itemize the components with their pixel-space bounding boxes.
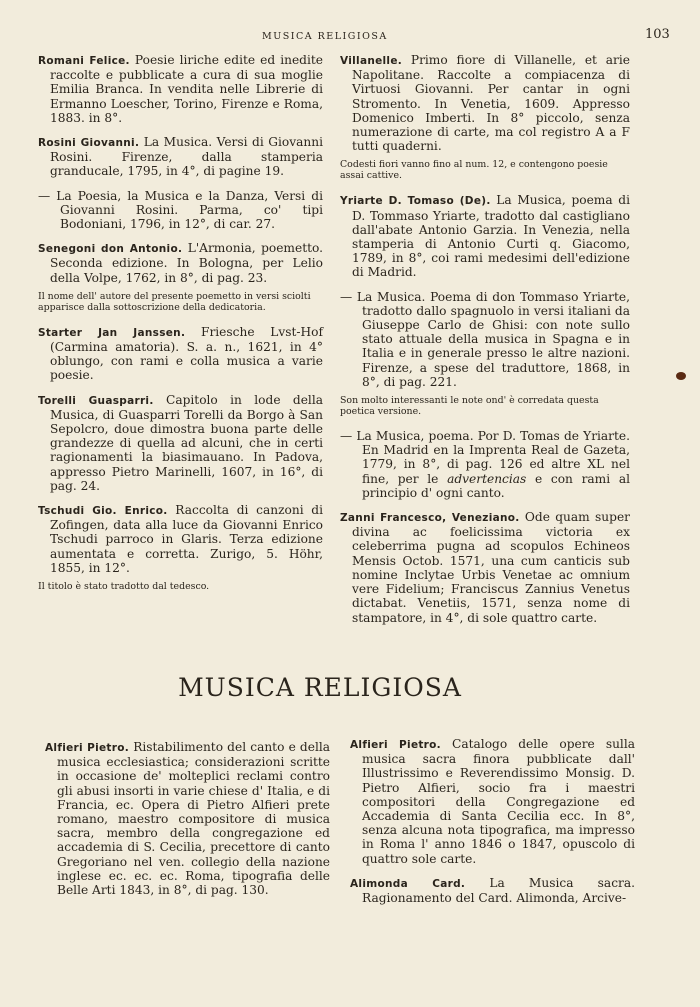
entry-senegoni [38,241,323,285]
page-number: 103 [645,27,670,42]
entry-yriarte [340,193,630,279]
entry-yriarte-2 [340,290,630,389]
entry-author: Alfieri Pietro. [45,742,130,754]
entry-text: La Musica, poema di D. Tommaso Yriarte, tradotto dal castigliano dall'abate Antonio Garzia. In Venezia, nella stamperia di Antonio Curti q. Giacomo, 1789, in 8°, coi rami medesimi dell'edizione di Madrid. [352,193,630,280]
entry-text: Catalogo delle opere sulla musica sacra finora pubblicate dall' Illustrissimo e Reverendissimo Monsig. D. Pietro Alfieri, socio fra i maestri compositori della Congregazione ed Accademia di Santa Cecilia ecc. In 8°, senza alcuna nota tipografica, ma impresso in Roma l' anno 1846 o 1847, opuscolo di quattro sole carte. [362,737,635,866]
entry-text: Ode quam super divina ac foelicissima victoria ex celeberrima pugna ad scopulos Echineos Mensis Octob. 1571, una cum canticis sub nomine Inclytae Urbis Venetae ac omnium vere Fidelium; Franciscus Zannius Venetus dictabat. Venetiis, 1571, senza nome di stampatore, in 4°, di sole quattro carte. [352,510,630,625]
entry-alimonda [350,876,635,905]
entry-author: Zanni Francesco, Veneziano. [340,512,520,525]
entry-author: Starter Jan Janssen. [38,326,186,339]
entry-torelli [38,393,323,493]
entry-italic: advertencias [447,471,527,486]
entry-text: — La Musica, poema. Por D. Tomas de Yriarte. En Madrid en la Imprenta Real de Gazeta, 1779, in 8°, di pag. 126 ed altre XL nel fine, per le [340,429,630,486]
entry-rosini-2 [38,189,323,232]
entry-author: Villanelle. [340,55,403,67]
entry-author: Rosini Giovanni. [38,137,140,150]
entry-zanni [340,510,630,625]
entry-author: Romani Felice. [38,55,130,67]
bottom-left-column [45,740,330,907]
entry-alfieri-1 [45,740,330,897]
footnote-villanelle: Codesti fiori vanno fino al num. 12, e contengono poesie assai cattive. [340,159,608,182]
entry-text: La Musica. Versi di Giovanni Rosini. Firenze, dalla stamperia granducale, 1795, in 4°, di pagine 19. [50,135,324,179]
entry-author: Senegoni don Antonio. [38,243,183,256]
entry-text: Primo fiore di Villanelle, et arie Napolitane. Raccolte a compiacenza di Virtuosi Giovanni. Per cantar in ogni Stromento. In Venetia, 1609. Appresso Domenico Imberti. In 8° piccolo, senza numerazione di carte, ma col registro A a F tutti quaderni. [352,53,630,154]
entry-author: Tschudi Gio. Enrico. [38,505,168,518]
entry-author: Torelli Guasparri. [38,394,154,407]
running-head: MUSICA RELIGIOSA [262,31,388,42]
entry-text: Ristabilimento del canto e della musica ecclesiastica; considerazioni scritte in occasione de' molteplici reclami contro gli abusi insorti in varie chiese d' Italia, e di Francia, ec. Opera di Pietro Alfieri prete romano, maestro compositore di musica sacra, membro della congregazione ed accademia di S. Cecilia, precettore di canto Gregoriano nel ven. collegio della nazione inglese ec. ec. ec. Roma, tipografia delle Belle Arti 1843, in 8°, di pag. 130. [57,740,331,898]
entry-text: Poesie liriche edite ed inedite raccolte e pubblicate a cura di sua moglie Emilia Branca. In vendita nelle Librerie di Ermanno Loescher, Torino, Firenze e Roma, 1883. in 8°. [50,53,323,125]
right-column [340,53,630,635]
entry-romani [38,53,323,125]
ink-spot [676,372,686,380]
entry-text-after: e con rami al principio d' ogni canto. [362,471,630,500]
entry-author: Yriarte D. Tomaso (De). [340,195,491,208]
footnote-senegoni: Il nome dell' autore del presente poemetto in versi sciolti apparisce dalla sottoscrizione della dedicatoria. [38,290,311,313]
bottom-right-column [350,737,635,915]
entry-rosini [38,135,323,179]
entry-alfieri-2 [350,737,635,866]
entry-villanelle [340,53,630,153]
section-title: MUSICA RELIGIOSA [178,673,462,702]
entry-yriarte-3 [340,429,630,500]
entry-text: La Musica sacra. Ragionamento del Card. Alimonda, Arcive- [362,875,635,906]
left-column [38,53,323,604]
footnote-tschudi: Il titolo è stato tradotto dal tedesco. [38,581,210,593]
entry-text: Friesche Lvst-Hof (Carmina amatoria). S. a. n., 1621, in 4° oblungo, con rami e colla musica a varie poesie. [50,324,324,383]
entry-author: Alfieri Pietro. [350,739,441,751]
footnote-ghisi: Son molto interessanti le note ond' è corredata questa poetica versione. [340,395,599,418]
entry-text: — La Poesia, la Musica e la Danza, Versi di Giovanni Rosini. Parma, co' tipi Bodoniani, 1796, in 12°, di car. 27. [38,188,323,232]
entry-text: Raccolta di canzoni di Zofingen, data alla luce da Giovanni Enrico Tschudi parroco in Glaris. Terza edizione aumentata e corretta. Zurigo, 5. Höhr, 1855, in 12°. [50,503,324,575]
entry-starter [38,325,323,383]
entry-text: Capitolo in lode della Musica, di Guasparri Torelli da Borgo à San Sepolcro, doue dimostra buona parte delle grandezze di quella ad alcuni, che in certi ragionamenti la biasimauano. In Padova, appresso Pietro Marinelli, 1607, in 16°, di pag. 24. [50,392,323,493]
entry-tschudi [38,503,323,575]
entry-author: Alimonda Card. [350,877,466,890]
entry-text: — La Musica. Poema di don Tommaso Yriarte, tradotto dallo spagnuolo in versi italiani da Giuseppe Carlo de Ghisi: con note sullo stato attuale della musica in Spagna e in Italia e in generale presso le altre nazioni. Firenze, a spese del traduttore, 1868, in 8°, di pag. 221. [340,289,630,389]
entry-text: L'Armonia, poemetto. Seconda edizione. In Bologna, per Lelio della Volpe, 1762, in 8°, di pag. 23. [50,241,323,285]
